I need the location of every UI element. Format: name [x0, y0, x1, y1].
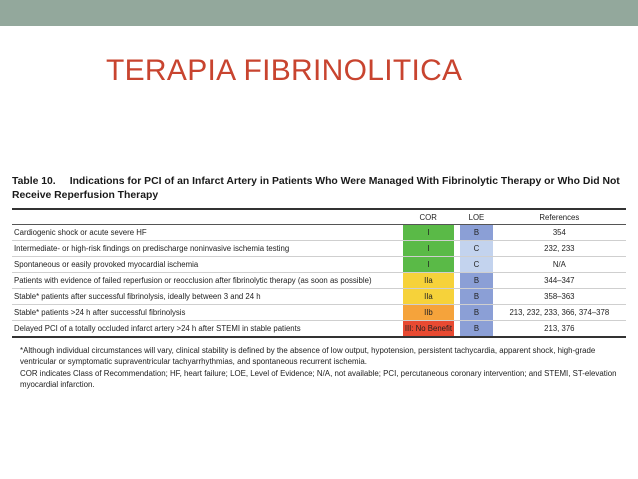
footnote-abbreviations: COR indicates Class of Recommendation; HF, heart failure; LOE, Level of Evidence; N/A, not available; PCI, percutaneous coronary intervention; and STEMI, ST-elevation myocardial infarction. — [20, 368, 617, 389]
table-number: Table 10. — [12, 176, 56, 187]
indication-cell: Delayed PCI of a totally occluded infarct artery >24 h after STEMI in stable patients — [12, 321, 402, 338]
top-accent-bar — [0, 0, 638, 26]
loe-cell: B — [460, 273, 492, 289]
table-header-row — [12, 209, 626, 225]
indication-cell: Patients with evidence of failed reperfusion or reocclusion after fibrinolytic therapy (as soon as possible) — [12, 273, 402, 289]
table-caption — [12, 175, 626, 203]
loe-cell: B — [460, 225, 492, 241]
table-row — [12, 321, 626, 338]
cor-cell: III: No Benefit — [402, 321, 454, 338]
slide-title: TERAPIA FIBRINOLITICA — [106, 54, 463, 87]
table-row — [12, 289, 626, 305]
references-cell: 358–363 — [493, 289, 626, 305]
references-cell: 344–347 — [493, 273, 626, 289]
footnote-stability: *Although individual circumstances will vary, clinical stability is defined by the absence of low output, hypotension, persistent tachycardia, apparent shock, high-grade ventricular or symptomatic supraventricular tachyarrhythmias, and spontaneous recurrent ischemia. — [20, 346, 596, 367]
cor-cell: IIa — [402, 273, 454, 289]
table-row — [12, 241, 626, 257]
indication-cell: Intermediate- or high-risk findings on predischarge noninvasive ischemia testing — [12, 241, 402, 257]
table-row — [12, 305, 626, 321]
cor-cell: IIa — [402, 289, 454, 305]
table-row — [12, 273, 626, 289]
references-cell: 354 — [493, 225, 626, 241]
cor-cell: I — [402, 257, 454, 273]
references-cell: 232, 233 — [493, 241, 626, 257]
table-body — [12, 225, 626, 338]
indication-cell: Stable* patients after successful fibrinolysis, ideally between 3 and 24 h — [12, 289, 402, 305]
header-cor: COR — [402, 209, 454, 225]
references-cell: N/A — [493, 257, 626, 273]
loe-cell: B — [460, 305, 492, 321]
cor-cell: IIb — [402, 305, 454, 321]
table-footnotes — [12, 345, 626, 390]
header-loe: LOE — [460, 209, 492, 225]
table-row — [12, 257, 626, 273]
loe-cell: C — [460, 241, 492, 257]
table-row — [12, 225, 626, 241]
header-indication — [12, 209, 402, 225]
indication-cell: Spontaneous or easily provoked myocardial ischemia — [12, 257, 402, 273]
indication-cell: Cardiogenic shock or acute severe HF — [12, 225, 402, 241]
references-cell: 213, 232, 233, 366, 374–378 — [493, 305, 626, 321]
loe-cell: B — [460, 289, 492, 305]
indications-table — [12, 208, 626, 338]
references-cell: 213, 376 — [493, 321, 626, 338]
loe-cell: C — [460, 257, 492, 273]
cor-cell: I — [402, 225, 454, 241]
indication-cell: Stable* patients >24 h after successful fibrinolysis — [12, 305, 402, 321]
header-references: References — [493, 209, 626, 225]
table-caption-text: Indications for PCI of an Infarct Artery in Patients Who Were Managed With Fibrinolytic Therapy or Who Did Not Receive Reperfusion Therapy — [12, 176, 620, 201]
loe-cell: B — [460, 321, 492, 338]
cor-cell: I — [402, 241, 454, 257]
